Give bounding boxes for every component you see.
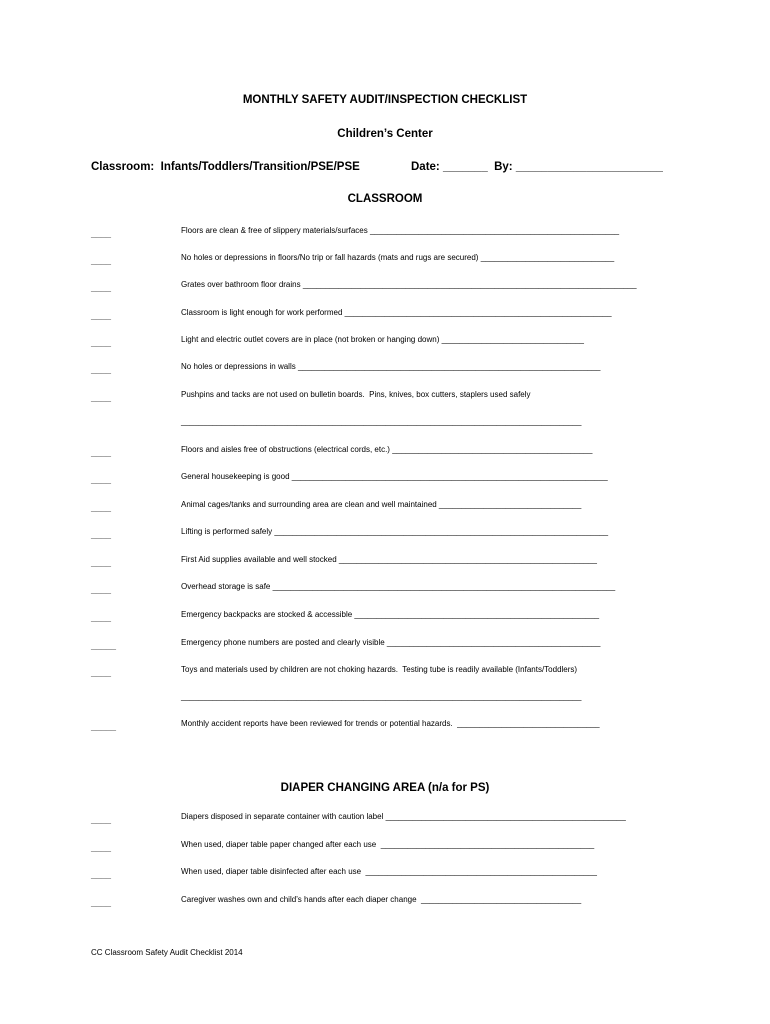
checklist-row [0,719,770,733]
check-blank[interactable]: ____ [91,365,112,375]
diaper-section-heading: DIAPER CHANGING AREA (n/a for PS) [280,782,490,794]
page-title: MONTHLY SAFETY AUDIT/INSPECTION CHECKLIST [242,94,528,106]
checklist-row [0,500,770,514]
check-blank[interactable]: ____ [91,530,112,540]
check-blank[interactable]: ____ [91,283,112,293]
checklist-item-text: Monthly accident reports have been reviewed for trends or potential hazards. ________________________________ [181,719,600,728]
checklist-item-text: General housekeeping is good _______________________________________________________________________ [181,472,608,481]
checklist-row [0,472,770,486]
checklist-item-text: No holes or depressions in walls ____________________________________________________________________ [181,362,601,371]
checklist-row [0,840,770,854]
check-blank[interactable]: ____ [91,843,112,853]
check-blank[interactable]: ____ [91,256,112,266]
checklist-row [0,280,770,294]
check-blank[interactable]: ____ [91,229,112,239]
check-blank[interactable]: ____ [91,870,112,880]
checklist-item-text: Toys and materials used by children are not choking hazards. Testing tube is readily available (Infants/Toddlers) [181,665,578,674]
check-blank[interactable]: _____ [91,641,117,651]
checklist-item-text: Emergency backpacks are stocked & accessible _______________________________________________________ [181,610,600,619]
check-blank[interactable]: ____ [91,898,112,908]
checklist-row [0,390,770,426]
checklist-row [0,610,770,624]
checklist-item-text: Lifting is performed safely ___________________________________________________________________________ [181,527,609,536]
checklist-row [0,895,770,909]
checklist-row [0,362,770,376]
checklist-row [0,335,770,349]
checklist-item-text: No holes or depressions in floors/No trip or fall hazards (mats and rugs are secured) ______________________________ [181,253,615,262]
checklist-item-text: Emergency phone numbers are posted and clearly visible ________________________________________________ [181,638,601,647]
checklist-item-text: Pushpins and tacks are not used on bulletin boards. Pins, knives, box cutters, staplers used safely [181,390,531,399]
checklist-item-text: Grates over bathroom floor drains ___________________________________________________________________________ [181,280,637,289]
classroom-section-heading: CLASSROOM [347,193,423,205]
check-blank[interactable]: ____ [91,815,112,825]
checklist-row [0,253,770,267]
check-blank[interactable]: ____ [91,311,112,321]
checklist-item-text: Floors are clean & free of slippery materials/surfaces ________________________________________________________ [181,226,620,235]
checklist-row [0,665,770,701]
checklist-item-text: Floors and aisles free of obstructions (electrical cords, etc.) _____________________________________________ [181,445,593,454]
check-blank[interactable]: _____ [91,722,117,732]
checklist-row [0,445,770,459]
checklist-item-text: Caregiver washes own and child’s hands after each diaper change ____________________________________ [181,895,582,904]
checklist-item-text: Diapers disposed in separate container with caution label ______________________________________________________ [181,812,626,821]
date-by-field: Date: _______ By: _______________________ [411,161,663,173]
checklist-item-text: Light and electric outlet covers are in place (not broken or hanging down) ________________________________ [181,335,584,344]
checklist-item-text: Animal cages/tanks and surrounding area are clean and well maintained ________________________________ [181,500,582,509]
checklist-row [0,308,770,322]
checklist-row [0,582,770,596]
checklist-row [0,527,770,541]
check-blank[interactable]: ____ [91,448,112,458]
checklist-row [0,867,770,881]
page-subtitle: Children’s Center [337,128,433,140]
page-footer: CC Classroom Safety Audit Checklist 2014 [91,948,243,957]
checklist-row [0,226,770,240]
check-blank[interactable]: ____ [91,475,112,485]
checklist-row [0,638,770,652]
check-blank[interactable]: ____ [91,668,112,678]
classroom-field: Classroom: Infants/Toddlers/Transition/PSE/PSE [91,161,360,173]
checklist-item-text: When used, diaper table paper changed after each use ________________________________________________ [181,840,595,849]
checklist-item-text: When used, diaper table disinfected after each use ____________________________________________________ [181,867,597,876]
checklist-item-continuation[interactable]: __________________________________________________________________________________________ [181,692,582,701]
checklist-item-text: First Aid supplies available and well stocked __________________________________________________________ [181,555,597,564]
check-blank[interactable]: ____ [91,558,112,568]
check-blank[interactable]: ____ [91,338,112,348]
checklist-item-continuation[interactable]: __________________________________________________________________________________________ [181,417,582,426]
check-blank[interactable]: ____ [91,585,112,595]
checklist-row [0,812,770,826]
check-blank[interactable]: ____ [91,613,112,623]
checklist-item-text: Overhead storage is safe _____________________________________________________________________________ [181,582,616,591]
check-blank[interactable]: ____ [91,393,112,403]
check-blank[interactable]: ____ [91,503,112,513]
checklist-row [0,555,770,569]
checklist-item-text: Classroom is light enough for work performed ____________________________________________________________ [181,308,612,317]
